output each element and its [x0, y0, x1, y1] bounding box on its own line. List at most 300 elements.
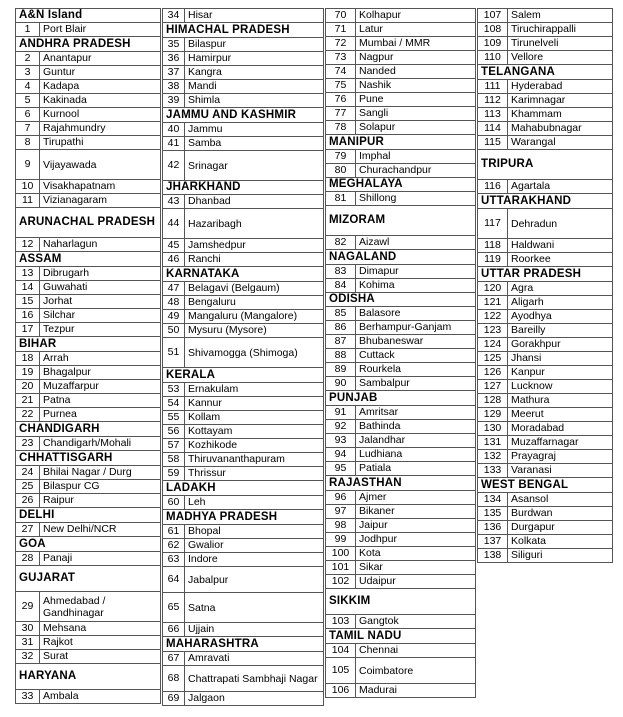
- city-row: [326, 533, 476, 547]
- city-name: Cuttack: [356, 349, 476, 363]
- city-row: [16, 636, 161, 650]
- city-row: [478, 366, 613, 380]
- city-name: Latur: [356, 23, 476, 37]
- city-number: 92: [326, 420, 356, 434]
- city-name: Bathinda: [356, 420, 476, 434]
- city-number: 18: [16, 352, 40, 366]
- city-row: [478, 9, 613, 23]
- city-number: 34: [163, 9, 185, 23]
- city-number: 90: [326, 377, 356, 391]
- city-number: 77: [326, 107, 356, 121]
- city-number: 4: [16, 80, 40, 94]
- city-name: Meerut: [508, 408, 613, 422]
- state-name: UTTARAKHAND: [478, 194, 613, 209]
- city-row: [478, 37, 613, 51]
- city-number: 98: [326, 519, 356, 533]
- city-row: [16, 122, 161, 136]
- state-name: ANDHRA PRADESH: [16, 37, 161, 52]
- city-row: [163, 209, 324, 239]
- city-name: Mahabubnagar: [508, 122, 613, 136]
- city-number: 50: [163, 324, 185, 338]
- city-row: [478, 80, 613, 94]
- city-number: 37: [163, 66, 185, 80]
- state-name: A&N Island: [16, 9, 161, 23]
- city-row: [16, 352, 161, 366]
- city-row: [478, 535, 613, 549]
- state-header-row: [16, 37, 161, 52]
- city-number: 49: [163, 310, 185, 324]
- state-header-row: [478, 267, 613, 282]
- city-name: Mangaluru (Mangalore): [185, 310, 324, 324]
- state-name: UTTAR PRADESH: [478, 267, 613, 282]
- city-row: [478, 122, 613, 136]
- city-number: 85: [326, 307, 356, 321]
- city-name: Amritsar: [356, 406, 476, 420]
- city-number: 38: [163, 80, 185, 94]
- city-number: 89: [326, 363, 356, 377]
- city-row: [163, 239, 324, 253]
- state-header-row: [326, 629, 476, 644]
- city-row: [326, 575, 476, 589]
- city-row: [478, 94, 613, 108]
- city-row: [163, 666, 324, 692]
- city-name: Hamirpur: [185, 52, 324, 66]
- city-number: 31: [16, 636, 40, 650]
- city-row: [326, 192, 476, 206]
- city-name: Surat: [40, 650, 161, 664]
- city-number: 11: [16, 194, 40, 208]
- city-row: [478, 521, 613, 535]
- city-row: [326, 121, 476, 135]
- city-name: Mathura: [508, 394, 613, 408]
- city-row: [16, 480, 161, 494]
- city-name: Kolkata: [508, 535, 613, 549]
- city-name: Bilaspur: [185, 38, 324, 52]
- city-row: [16, 94, 161, 108]
- city-row: [478, 180, 613, 194]
- state-header-row: [478, 65, 613, 80]
- city-row: [478, 380, 613, 394]
- city-row: [478, 549, 613, 563]
- city-row: [326, 406, 476, 420]
- state-name: KARNATAKA: [163, 267, 324, 282]
- city-name: Kanpur: [508, 366, 613, 380]
- city-name: Jamshedpur: [185, 239, 324, 253]
- city-number: 100: [326, 547, 356, 561]
- state-header-row: [326, 135, 476, 150]
- city-row: [326, 684, 476, 698]
- city-name: Shivamogga (Shimoga): [185, 338, 324, 368]
- state-name: TRIPURA: [478, 150, 613, 180]
- city-number: 47: [163, 282, 185, 296]
- city-number: 42: [163, 151, 185, 181]
- state-name: GUJARAT: [16, 566, 161, 592]
- city-row: [326, 265, 476, 279]
- city-number: 14: [16, 281, 40, 295]
- city-number: 39: [163, 94, 185, 108]
- city-number: 8: [16, 136, 40, 150]
- city-number: 22: [16, 408, 40, 422]
- city-row: [16, 592, 161, 622]
- city-number: 105: [326, 658, 356, 684]
- city-number: 56: [163, 425, 185, 439]
- city-name: Nanded: [356, 65, 476, 79]
- city-row: [478, 450, 613, 464]
- city-name: New Delhi/NCR: [40, 523, 161, 537]
- state-name: LADAKH: [163, 481, 324, 496]
- state-name: MEGHALAYA: [326, 178, 476, 192]
- city-number: 114: [478, 122, 508, 136]
- city-number: 63: [163, 553, 185, 567]
- city-name: Dimapur: [356, 265, 476, 279]
- city-row: [16, 150, 161, 180]
- state-name: MANIPUR: [326, 135, 476, 150]
- state-header-row: [16, 566, 161, 592]
- state-name: JHARKHAND: [163, 181, 324, 195]
- city-number: 91: [326, 406, 356, 420]
- city-number: 133: [478, 464, 508, 478]
- city-name: Kakinada: [40, 94, 161, 108]
- city-row: [16, 194, 161, 208]
- city-number: 54: [163, 397, 185, 411]
- city-name: Jalgaon: [185, 692, 324, 706]
- city-number: 109: [478, 37, 508, 51]
- state-header-row: [163, 267, 324, 282]
- city-number: 3: [16, 66, 40, 80]
- city-name: Kota: [356, 547, 476, 561]
- city-row: [163, 692, 324, 706]
- city-row: [16, 437, 161, 451]
- city-name: Kottayam: [185, 425, 324, 439]
- state-header-row: [478, 150, 613, 180]
- city-row: [16, 80, 161, 94]
- city-name: Tirupathi: [40, 136, 161, 150]
- city-row: [163, 496, 324, 510]
- city-name: Khammam: [508, 108, 613, 122]
- city-name: Haldwani: [508, 239, 613, 253]
- city-name: Bhagalpur: [40, 366, 161, 380]
- city-row: [163, 324, 324, 338]
- state-name: HARYANA: [16, 664, 161, 690]
- city-number: 17: [16, 323, 40, 337]
- city-row: [326, 23, 476, 37]
- city-row: [163, 195, 324, 209]
- city-number: 125: [478, 352, 508, 366]
- city-number: 30: [16, 622, 40, 636]
- city-name: Jodhpur: [356, 533, 476, 547]
- city-name: Guntur: [40, 66, 161, 80]
- city-number: 127: [478, 380, 508, 394]
- city-row: [16, 408, 161, 422]
- city-number: 101: [326, 561, 356, 575]
- city-number: 108: [478, 23, 508, 37]
- city-name: Srinagar: [185, 151, 324, 181]
- city-name: Port Blair: [40, 23, 161, 37]
- city-number: 128: [478, 394, 508, 408]
- city-row: [16, 309, 161, 323]
- city-row: [478, 352, 613, 366]
- city-row: [326, 51, 476, 65]
- city-row: [16, 136, 161, 150]
- city-number: 118: [478, 239, 508, 253]
- city-number: 1: [16, 23, 40, 37]
- city-name: Ambala: [40, 690, 161, 704]
- city-number: 126: [478, 366, 508, 380]
- city-number: 99: [326, 533, 356, 547]
- city-row: [16, 267, 161, 281]
- city-row: [326, 321, 476, 335]
- city-name: Vizianagaram: [40, 194, 161, 208]
- state-header-row: [326, 178, 476, 192]
- city-row: [478, 282, 613, 296]
- city-number: 60: [163, 496, 185, 510]
- city-row: [16, 281, 161, 295]
- city-name: Kozhikode: [185, 439, 324, 453]
- city-number: 64: [163, 567, 185, 593]
- state-header-row: [326, 589, 476, 615]
- city-row: [16, 466, 161, 480]
- city-name: Patiala: [356, 462, 476, 476]
- city-name: Balasore: [356, 307, 476, 321]
- state-name: ASSAM: [16, 252, 161, 267]
- city-table-column-1: [15, 8, 161, 704]
- state-name: SIKKIM: [326, 589, 476, 615]
- city-name: Mysuru (Mysore): [185, 324, 324, 338]
- city-number: 55: [163, 411, 185, 425]
- city-name: Varanasi: [508, 464, 613, 478]
- city-name: Sikar: [356, 561, 476, 575]
- city-row: [163, 539, 324, 553]
- city-number: 7: [16, 122, 40, 136]
- city-number: 24: [16, 466, 40, 480]
- city-number: 58: [163, 453, 185, 467]
- city-row: [16, 295, 161, 309]
- city-name: Imphal: [356, 150, 476, 164]
- city-name: Rajahmundry: [40, 122, 161, 136]
- city-row: [478, 108, 613, 122]
- city-row: [163, 439, 324, 453]
- city-number: 88: [326, 349, 356, 363]
- city-row: [163, 623, 324, 637]
- city-row: [16, 108, 161, 122]
- city-number: 25: [16, 480, 40, 494]
- city-row: [16, 66, 161, 80]
- city-table-column-2: [162, 8, 324, 706]
- state-name: HIMACHAL PRADESH: [163, 23, 324, 38]
- state-name: ODISHA: [326, 293, 476, 307]
- city-row: [16, 366, 161, 380]
- state-header-row: [326, 293, 476, 307]
- city-name: Anantapur: [40, 52, 161, 66]
- state-name: MAHARASHTRA: [163, 637, 324, 652]
- city-number: 78: [326, 121, 356, 135]
- city-name: Amravati: [185, 652, 324, 666]
- city-number: 29: [16, 592, 40, 622]
- city-name: Ahmedabad / Gandhinagar: [40, 592, 161, 622]
- city-number: 80: [326, 164, 356, 178]
- city-name: Samba: [185, 137, 324, 151]
- city-row: [478, 23, 613, 37]
- city-row: [163, 525, 324, 539]
- city-row: [326, 307, 476, 321]
- city-name: Leh: [185, 496, 324, 510]
- city-name: Jammu: [185, 123, 324, 137]
- city-row: [326, 491, 476, 505]
- state-name: MADHYA PRADESH: [163, 510, 324, 525]
- city-number: 61: [163, 525, 185, 539]
- city-row: [16, 494, 161, 508]
- city-number: 76: [326, 93, 356, 107]
- city-name: Patna: [40, 394, 161, 408]
- city-row: [326, 107, 476, 121]
- city-row: [326, 377, 476, 391]
- city-number: 131: [478, 436, 508, 450]
- city-row: [163, 137, 324, 151]
- city-name: Prayagraj: [508, 450, 613, 464]
- city-number: 129: [478, 408, 508, 422]
- city-number: 104: [326, 644, 356, 658]
- state-name: JAMMU AND KASHMIR: [163, 108, 324, 123]
- city-name: Vellore: [508, 51, 613, 65]
- state-header-row: [163, 181, 324, 195]
- state-name: KERALA: [163, 368, 324, 383]
- city-number: 115: [478, 136, 508, 150]
- city-row: [163, 411, 324, 425]
- city-number: 103: [326, 615, 356, 629]
- city-name: Shimla: [185, 94, 324, 108]
- city-number: 5: [16, 94, 40, 108]
- city-name: Ayodhya: [508, 310, 613, 324]
- city-row: [163, 38, 324, 52]
- city-name: Thiruvananthapuram: [185, 453, 324, 467]
- city-number: 41: [163, 137, 185, 151]
- city-number: 35: [163, 38, 185, 52]
- city-row: [326, 335, 476, 349]
- city-row: [163, 66, 324, 80]
- city-row: [163, 467, 324, 481]
- city-name: Silchar: [40, 309, 161, 323]
- city-name: Udaipur: [356, 575, 476, 589]
- city-row: [326, 79, 476, 93]
- city-number: 67: [163, 652, 185, 666]
- city-row: [478, 408, 613, 422]
- city-name: Warangal: [508, 136, 613, 150]
- city-row: [16, 180, 161, 194]
- city-name: Bareilly: [508, 324, 613, 338]
- city-row: [16, 323, 161, 337]
- city-number: 40: [163, 123, 185, 137]
- city-name: Dehradun: [508, 209, 613, 239]
- city-name: Tirunelveli: [508, 37, 613, 51]
- city-name: Bhilai Nagar / Durg: [40, 466, 161, 480]
- city-row: [478, 493, 613, 507]
- city-number: 87: [326, 335, 356, 349]
- city-name: Jaipur: [356, 519, 476, 533]
- city-number: 36: [163, 52, 185, 66]
- city-name: Bengaluru: [185, 296, 324, 310]
- city-row: [163, 310, 324, 324]
- state-header-row: [163, 510, 324, 525]
- city-row: [163, 553, 324, 567]
- city-number: 121: [478, 296, 508, 310]
- city-name: Asansol: [508, 493, 613, 507]
- city-number: 124: [478, 338, 508, 352]
- city-name: Siliguri: [508, 549, 613, 563]
- city-name: Bikaner: [356, 505, 476, 519]
- city-row: [16, 23, 161, 37]
- city-name: Coimbatore: [356, 658, 476, 684]
- city-name: Tiruchirappalli: [508, 23, 613, 37]
- city-number: 120: [478, 282, 508, 296]
- city-name: Mehsana: [40, 622, 161, 636]
- city-name: Hyderabad: [508, 80, 613, 94]
- city-name: Bilaspur CG: [40, 480, 161, 494]
- city-row: [16, 650, 161, 664]
- city-row: [478, 338, 613, 352]
- state-name: NAGALAND: [326, 250, 476, 265]
- state-name: DELHI: [16, 508, 161, 523]
- state-header-row: [16, 252, 161, 267]
- state-header-row: [478, 478, 613, 493]
- city-name: Churachandpur: [356, 164, 476, 178]
- city-name: Pune: [356, 93, 476, 107]
- city-row: [163, 52, 324, 66]
- city-number: 28: [16, 552, 40, 566]
- city-row: [163, 593, 324, 623]
- city-row: [326, 37, 476, 51]
- city-name: Bhopal: [185, 525, 324, 539]
- city-name: Shillong: [356, 192, 476, 206]
- city-row: [163, 567, 324, 593]
- city-number: 57: [163, 439, 185, 453]
- state-name: CHANDIGARH: [16, 422, 161, 437]
- city-name: Roorkee: [508, 253, 613, 267]
- city-name: Nashik: [356, 79, 476, 93]
- city-row: [163, 80, 324, 94]
- city-number: 19: [16, 366, 40, 380]
- city-row: [163, 652, 324, 666]
- city-row: [163, 383, 324, 397]
- city-name: Kollam: [185, 411, 324, 425]
- state-name: RAJASTHAN: [326, 476, 476, 491]
- city-number: 13: [16, 267, 40, 281]
- city-row: [163, 397, 324, 411]
- city-row: [163, 453, 324, 467]
- city-name: Agra: [508, 282, 613, 296]
- city-row: [163, 253, 324, 267]
- city-row: [326, 164, 476, 178]
- city-name: Berhampur-Ganjam: [356, 321, 476, 335]
- city-name: Chandigarh/Mohali: [40, 437, 161, 451]
- city-number: 59: [163, 467, 185, 481]
- city-row: [163, 282, 324, 296]
- city-name: Jalandhar: [356, 434, 476, 448]
- city-number: 9: [16, 150, 40, 180]
- city-number: 135: [478, 507, 508, 521]
- city-number: 113: [478, 108, 508, 122]
- city-number: 75: [326, 79, 356, 93]
- city-name: Rajkot: [40, 636, 161, 650]
- city-name: Ranchi: [185, 253, 324, 267]
- city-name: Vijayawada: [40, 150, 161, 180]
- city-number: 119: [478, 253, 508, 267]
- city-number: 26: [16, 494, 40, 508]
- city-number: 44: [163, 209, 185, 239]
- city-number: 69: [163, 692, 185, 706]
- city-name: Kangra: [185, 66, 324, 80]
- city-row: [478, 436, 613, 450]
- city-number: 97: [326, 505, 356, 519]
